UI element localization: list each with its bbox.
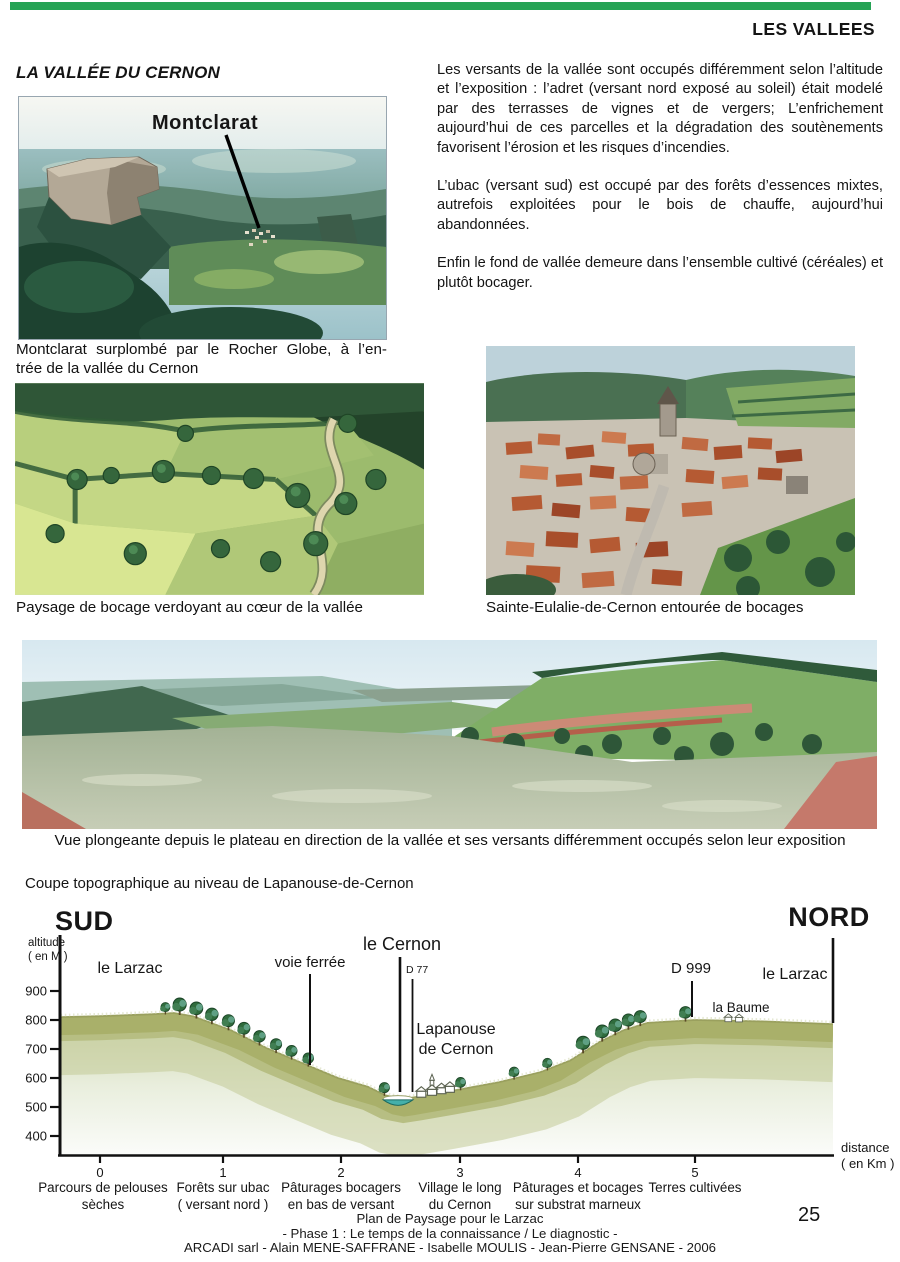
svg-text:800: 800 — [25, 1012, 47, 1028]
section-title: LES VALLEES — [752, 19, 875, 39]
photo-montclarat — [18, 96, 387, 340]
y-tick-labels — [25, 984, 47, 1144]
caption-bocage: Paysage de bocage verdoyant au cœur de la vallée — [16, 599, 363, 616]
south-label: SUD — [55, 906, 114, 936]
terrain-fill — [58, 990, 835, 1158]
svg-text:500: 500 — [25, 1099, 47, 1115]
zone-label-5: Terres cultivées — [648, 1180, 742, 1195]
church-tower — [660, 404, 676, 436]
zone-label-3: Village le long du Cernon — [418, 1180, 502, 1212]
page-number: 25 — [798, 1204, 821, 1226]
caption-panorama: Vue plongeante depuis le plateau en direction de la vallée et ses versants différemment occupés selon leur exposition — [54, 832, 846, 849]
svg-text:2: 2 — [337, 1165, 345, 1180]
zone-label-2: Pâturages bocagers en bas de versant — [281, 1180, 401, 1212]
building-icon — [445, 1082, 456, 1093]
building-icon — [416, 1087, 427, 1098]
svg-text:1: 1 — [219, 1165, 227, 1180]
altitude-axis-label: altitude — [28, 937, 66, 949]
photo-bocage — [15, 383, 424, 595]
svg-text:4: 4 — [574, 1165, 582, 1180]
caption-sainte-eulalie: Sainte-Eulalie-de-Cernon entourée de bocages — [486, 599, 804, 616]
lapanouse-label: Lapanouse — [416, 1021, 496, 1038]
building-icon — [427, 1074, 438, 1095]
coupe-heading: Coupe topographique au niveau de Lapanouse-de-Cernon — [25, 875, 414, 892]
footer-phase: - Phase 1 : Le temps de la connaissance / Le diagnostic - — [282, 1226, 618, 1241]
larzac-left-label: le Larzac — [97, 960, 163, 977]
hills — [486, 372, 686, 422]
coupe-topographique-diagram — [0, 860, 900, 1180]
svg-text:3: 3 — [456, 1165, 464, 1180]
svg-text:900: 900 — [25, 983, 47, 999]
larzac-right-label: le Larzac — [762, 966, 828, 983]
svg-text:0: 0 — [96, 1165, 104, 1180]
zone-label-0: Parcours de pelouses sèches — [38, 1180, 168, 1212]
zone-label-4: Pâturages et bocages sur substrat marneux — [512, 1180, 644, 1212]
body-text-column — [437, 61, 883, 312]
north-label: NORD — [788, 902, 870, 932]
la-baume-label: la Baume — [712, 1000, 770, 1015]
zone-label-1: Forêts sur ubac ( versant nord ) — [176, 1180, 270, 1212]
svg-text:400: 400 — [25, 1128, 47, 1144]
tree-icon — [679, 1007, 691, 1022]
page-title: LA VALLÉE DU CERNON — [16, 63, 221, 82]
svg-text:( en Km ): ( en Km ) — [841, 1156, 895, 1171]
photo-panorama — [22, 640, 877, 829]
valley-floor — [169, 239, 386, 305]
header-green-bar — [10, 2, 871, 10]
photo-sainte-eulalie — [486, 346, 855, 595]
footer-title: Plan de Paysage pour le Larzac — [356, 1211, 544, 1226]
railway-label: voie ferrée — [274, 954, 346, 971]
paragraph-ubac: L’ubac (versant sud) est occupé par des forêts d’essences mixtes, autrefois exploitées pour le bois de chauffe, aujourd’hui abandonnées. — [437, 178, 883, 233]
d77-label: D 77 — [406, 964, 429, 976]
round-tower — [633, 453, 655, 475]
footer-credits: ARCADI sarl - Alain MENE-SAFFRANE - Isabelle MOULIS - Jean-Pierre GENSANE - 2006 — [183, 1240, 717, 1255]
distance-axis-label: distance — [841, 1140, 890, 1155]
paragraph-adret: Les versants de la vallée sont occupés différemment selon l’altitude et l’exposition : l’adret (versant nord exposé au soleil) était modelé par des terrasses de vignes et de vergers; L’enfrichement aujourd’hui de ces parcelles et la dégradation des soutènements favorisent l’érosion et les risques d’incendies. — [437, 62, 883, 156]
photo-overlay-label: Montclarat — [152, 112, 259, 134]
caption-montclarat: Montclarat surplombé par le Rocher Globe, à l’en- trée de la vallée du Cernon — [16, 341, 387, 377]
svg-text:700: 700 — [25, 1041, 47, 1057]
cernon-label: le Cernon — [362, 934, 442, 954]
building-icon — [735, 1014, 743, 1022]
d999-label: D 999 — [670, 960, 712, 977]
svg-text:5: 5 — [691, 1165, 699, 1180]
x-tick-labels — [96, 1165, 698, 1180]
svg-text:de Cernon: de Cernon — [418, 1041, 494, 1058]
building-icon — [724, 1014, 732, 1022]
paragraph-fond-vallee: Enfin le fond de vallée demeure dans l’ensemble cultivé (céréales) et plutôt bocager. — [437, 255, 883, 291]
svg-text:( en M ): ( en M ) — [28, 951, 68, 963]
svg-text:600: 600 — [25, 1070, 47, 1086]
